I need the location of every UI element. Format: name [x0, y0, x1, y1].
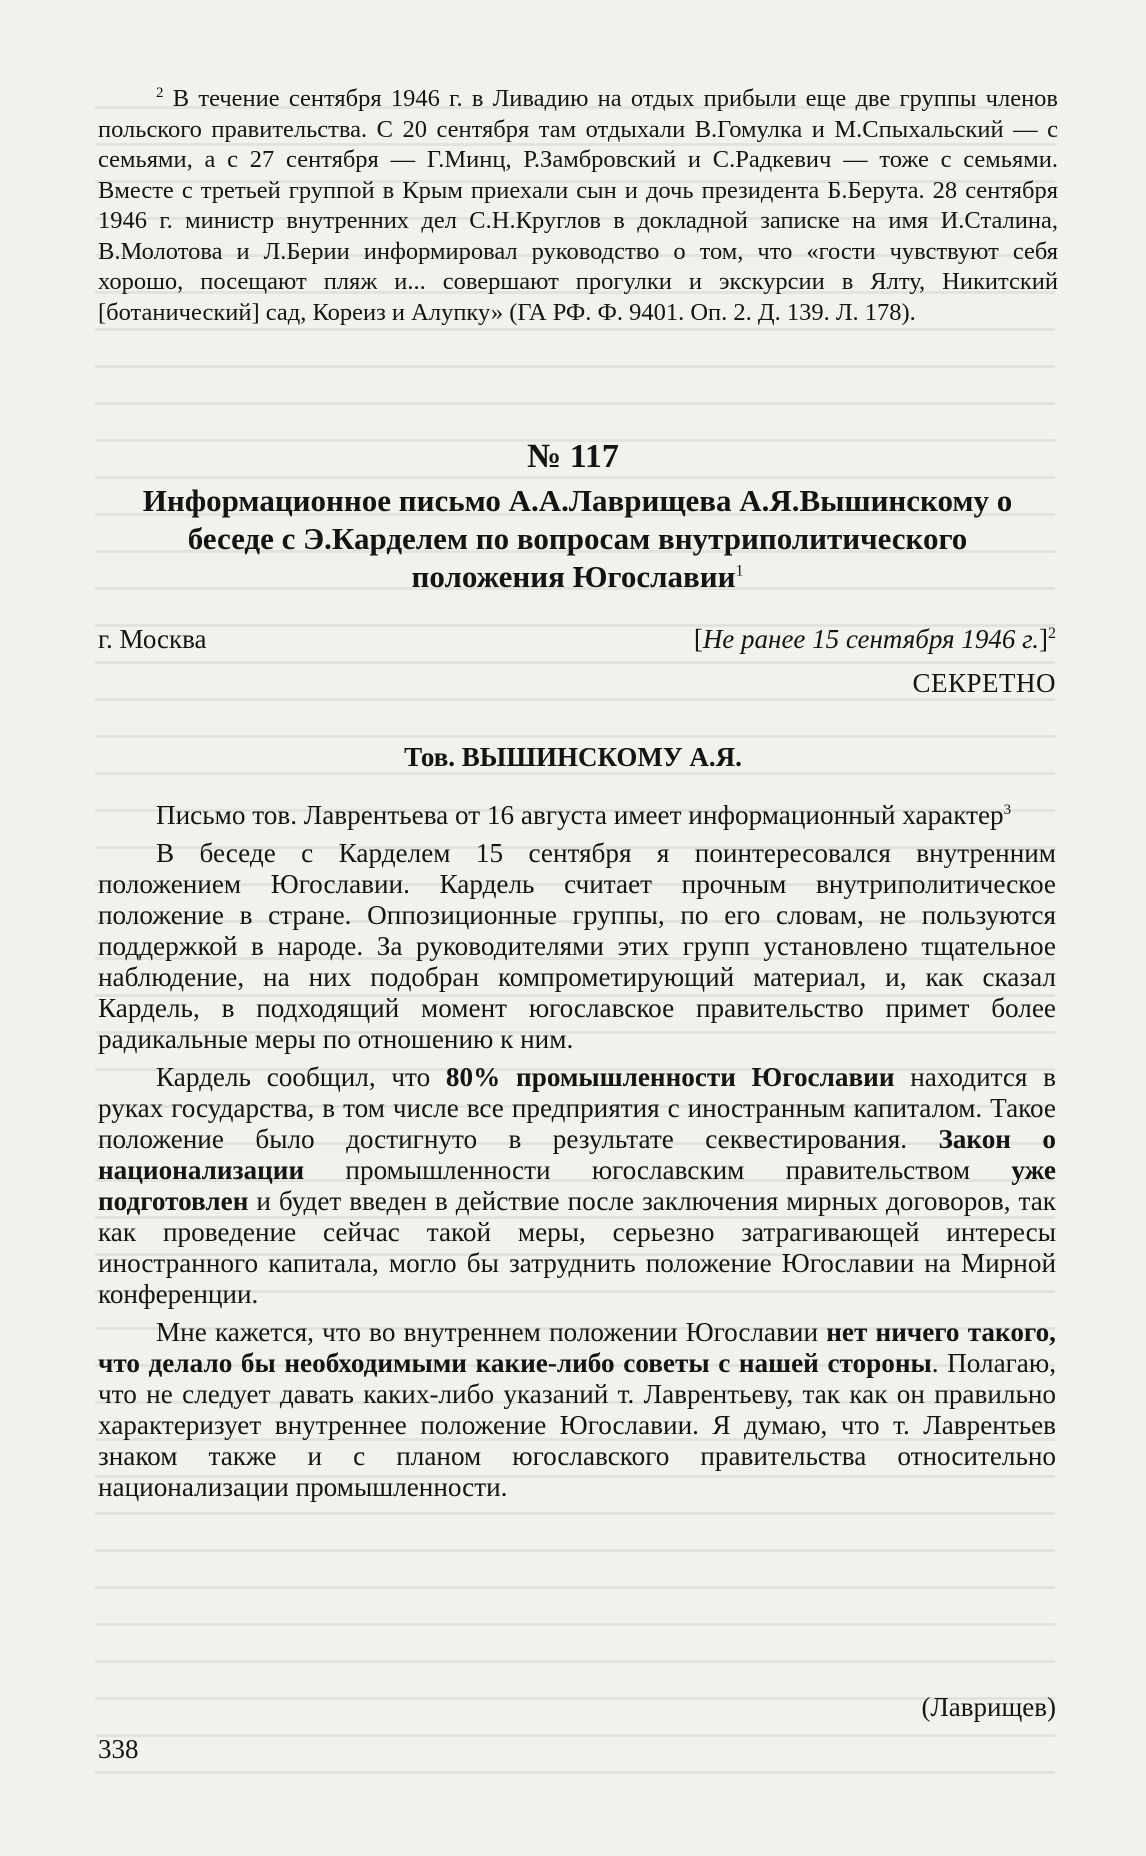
p3-underlined-b: Закон о национализации: [98, 1124, 1056, 1185]
footnote-text: В течение сентября 1946 г. в Ливадию на отдых прибыли еще две группы членов польского правительства. С 20 сентября там отдыхали В.Гомулка и М.Спыхальский — с семьями, а с 27 сентября — Г.Минц, Р.Замбровский и С.Радкевич — тоже с семьями. Вместе с третьей группой в Крым приехали сын и дочь президента Б.Берута. 28 сентября 1946 г. министр внутренних дел С.Н.Круглов в докладной записке на имя И.Сталина, В.Молотова и Л.Берии информировал руководство о том, что «гости чувствуют себя хорошо, посещают пляж и... совершают прогулки и экскурсии в Ялту, Никитский [ботанический] сад, Кореиз и Алупку» (ГА РФ. Ф. 9401. Оп. 2. Д. 139. Л. 178).: [98, 85, 1058, 326]
document-date: [694, 624, 1056, 655]
paragraph-1-note: 3: [1003, 801, 1012, 818]
p3-underlined-c: уже подготовлен: [98, 1155, 1056, 1216]
p3-part-a: Кардель сообщил, что: [156, 1062, 446, 1092]
document-place: г. Москва: [98, 624, 207, 654]
signature: (Лаврищев): [921, 1692, 1056, 1722]
letter-body: [98, 800, 1056, 1510]
document-number: № 117: [527, 438, 619, 475]
footnote-marker: 2: [156, 84, 164, 101]
footnote-block: [98, 84, 1058, 328]
p4-underlined: нет ничего такого, что делало бы необходимыми какие-либо советы с нашей стороны: [98, 1317, 1056, 1378]
paragraph-4: [98, 1317, 1056, 1503]
date-text: Не ранее 15 сентября 1946 г.: [702, 624, 1039, 654]
page-number: 338: [98, 1734, 139, 1764]
document-title-text: Информационное письмо А.А.Лаврищева А.Я.Вышинскому о беседе с Э.Карделем по вопросам внутриполитического положения Югославии: [142, 483, 1013, 594]
addressee: [0, 742, 1146, 773]
document-title: [120, 482, 1035, 596]
p3-part-g: и будет введен в действие после заключения мирных договоров, так как проведение сейчас такой меры, серьезно затрагивающей интересы иностранного капитала, могло бы затруднить положение Югославии на Мирной конференции.: [98, 1186, 1056, 1309]
p3-part-c: находится в руках государства, в том числе все предприятия с иностранным капиталом. Такое положение было достигнуто в результате секвестирования.: [98, 1062, 1056, 1154]
p3-part-e: промышленности югославским правительством: [304, 1155, 1012, 1185]
p4-part-a: Мне кажется, что во внутреннем положении Югославии: [156, 1317, 827, 1347]
date-note-marker: 2: [1048, 625, 1056, 642]
p3-underlined-a: 80% промышленности Югославии: [445, 1062, 895, 1092]
addressee-prefix: Тов.: [404, 742, 456, 772]
date-bracket-open: [: [693, 624, 703, 654]
paragraph-1: [98, 800, 1056, 831]
date-bracket-close: ]: [1039, 624, 1048, 654]
footnote-2: [98, 84, 1058, 328]
classification-stamp: СЕКРЕТНО: [912, 668, 1056, 698]
p4-part-c: . Полагаю, что не следует давать каких-либо указаний т. Лаврентьеву, так как он правильно характеризует внутреннее положение Югославии. Я думаю, что т. Лаврентьев знаком также и с планом югославского правительства относительно национализации промышленности.: [98, 1348, 1056, 1502]
paragraph-3: [98, 1062, 1056, 1310]
addressee-name: ВЫШИНСКОМУ А.Я.: [461, 742, 742, 772]
paragraph-2: В беседе с Карделем 15 сентября я поинтересовался внутренним положением Югославии. Кардель считает прочным внутриполитическое положение в стране. Оппозиционные группы, по его словам, не пользуются поддержкой в народе. За руководителями этих групп установлено тщательное наблюдение, на них подобран компрометирующий материал, и, как сказал Кардель, в подходящий момент югославское правительство примет более радикальные меры по отношению к ним.: [98, 838, 1056, 1054]
title-note-marker: 1: [735, 562, 744, 580]
paragraph-1-text: Письмо тов. Лаврентьева от 16 августа имеет информационный характер: [156, 800, 1004, 830]
